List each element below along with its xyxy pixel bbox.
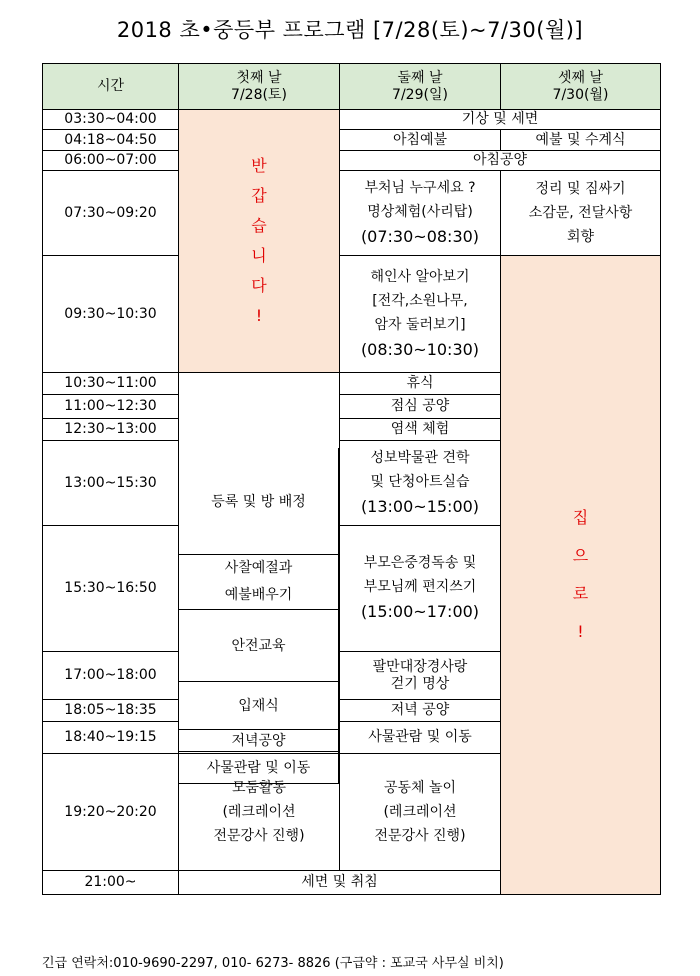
time-cell: 13:00~15:30: [43, 441, 179, 526]
palman-line: 팔만대장경사랑: [372, 659, 468, 676]
page-title: 2018 초•중등부 프로그램 [7/28(토)~7/30(월)]: [116, 18, 584, 42]
group-line: 전문강사 진행): [213, 828, 305, 845]
registration-text: 등록 및 방 배정: [211, 494, 306, 510]
time-cell: 10:30~11:00: [43, 373, 179, 395]
day1-overlay: [178, 448, 339, 887]
day2-date: 7/29(일): [392, 86, 448, 103]
etiquette-line: 사찰예절과: [224, 559, 293, 576]
community-cell: [340, 754, 501, 871]
wake-cell: 기상 및 세면: [340, 110, 661, 130]
time-cell: 18:40~19:15: [43, 722, 179, 754]
time-cell: 06:00~07:00: [43, 151, 179, 171]
day1-header: [179, 64, 340, 110]
table-row: [43, 171, 661, 256]
welcome-char: 습: [251, 216, 267, 235]
etiquette-cell: [178, 554, 339, 610]
safety-text: 안전교육: [231, 638, 286, 654]
day3-header: [501, 64, 661, 110]
table-row: [43, 151, 661, 171]
home-cell: [501, 256, 661, 895]
meditation-experience: 명상체험(사리탑): [367, 203, 473, 220]
day2-name: 둘째 날: [397, 70, 443, 87]
museum-line: 및 단청아트실습: [370, 473, 470, 490]
home-char: 로: [572, 584, 589, 603]
emergency-contact: 긴급 연락처:010-9690-2297, 010- 6273- 8826 (구급약 : 포교국 사무실 비치): [42, 956, 504, 971]
entrance-text: 입재식: [238, 698, 279, 714]
bedtime-cell: 세면 및 취침: [179, 871, 501, 895]
home-char: 집: [572, 508, 589, 527]
welcome-char: 갑: [251, 186, 267, 205]
welcome-char: 니: [251, 246, 267, 265]
time-cell: 11:00~12:30: [43, 395, 179, 419]
day1-name: 첫째 날: [236, 70, 282, 87]
time-cell: 19:20~20:20: [43, 754, 179, 871]
group-line: (레크레이션: [222, 803, 296, 820]
entrance-cell: [178, 681, 339, 730]
registration-cell: [178, 448, 339, 555]
time-cell: 04:18~04:50: [43, 130, 179, 151]
dinner-text-day1: 저녁공양: [231, 733, 286, 749]
welcome-char: 반: [251, 156, 267, 175]
lunch-cell: 점심 공양: [340, 395, 501, 419]
moving-text-day1: 사물관람 및 이동: [206, 760, 311, 776]
day1-date: 7/28(토): [231, 86, 287, 103]
meditation-time: (07:30~08:30): [360, 226, 480, 246]
museum-time: (13:00~15:00): [360, 496, 480, 516]
home-char: 으: [572, 546, 589, 565]
day2-header: [340, 64, 501, 110]
depart-item: 회향: [566, 229, 595, 246]
table-row: [43, 256, 661, 373]
moving-cell-day2: 사물관람 및 이동: [340, 722, 501, 754]
safety-cell: [178, 609, 339, 682]
table-row: [43, 130, 661, 151]
haeinsa-time: (08:30~10:30): [360, 339, 480, 359]
breakfast-cell: 아침공양: [340, 151, 661, 171]
time-cell: 03:30~04:00: [43, 110, 179, 130]
haeinsa-line: 해인사 알아보기: [370, 268, 470, 285]
day3-name: 셋째 날: [557, 70, 604, 87]
time-header: 시간: [43, 64, 179, 110]
header-row: [43, 64, 661, 110]
meditation-question: 부처님 누구세요 ?: [364, 179, 476, 196]
time-cell: 07:30~09:20: [43, 171, 179, 256]
time-cell: 17:00~18:00: [43, 652, 179, 700]
community-line: 공동체 놀이: [383, 779, 457, 796]
welcome-char: !: [255, 306, 263, 325]
dinner-cell-day1: [178, 729, 339, 752]
etiquette-line: 예불배우기: [224, 586, 293, 603]
tidy-item: 정리 및 짐싸기: [535, 180, 626, 197]
day3-date: 7/30(월): [552, 86, 609, 103]
home-char: !: [577, 622, 584, 641]
morning-service-cell: 아침예불: [340, 130, 501, 151]
service-cleanup-cell: 예불 및 수계식: [501, 130, 661, 151]
haeinsa-line: 암자 둘러보기]: [374, 316, 466, 333]
welcome-cell: [179, 110, 340, 373]
palman-cell: [340, 652, 501, 700]
time-cell: 18:05~18:35: [43, 700, 179, 722]
table-row: [43, 110, 661, 130]
time-cell: 09:30~10:30: [43, 256, 179, 373]
time-cell: 21:00~: [43, 871, 179, 895]
community-line: 전문강사 진행): [374, 828, 466, 845]
parents-time: (15:00~17:00): [360, 602, 480, 622]
time-cell: 15:30~16:50: [43, 526, 179, 652]
welcome-char: 다: [251, 276, 267, 295]
haeinsa-line: [전각,소원나무,: [372, 292, 468, 309]
community-line: (레크레이션: [383, 803, 457, 820]
museum-cell: [340, 441, 501, 526]
feedback-item: 소감문, 전달사항: [528, 204, 633, 221]
day3-morning-cell: [501, 171, 661, 256]
palman-line: 걷기 명상: [390, 675, 450, 692]
meditation-cell: [340, 171, 501, 256]
group-line: 모둠활동: [231, 779, 287, 796]
parents-line: 부모은중경독송 및: [363, 555, 477, 572]
dinner-cell-day2: 저녁 공양: [340, 700, 501, 722]
museum-line: 성보박물관 견학: [370, 449, 470, 466]
dye-cell: 염색 체험: [340, 419, 501, 441]
rest-cell: 휴식: [340, 373, 501, 395]
haeinsa-cell: [340, 256, 501, 373]
parents-line: 부모님께 편지쓰기: [363, 579, 477, 596]
moving-cell-day1: [178, 751, 339, 784]
time-cell: 12:30~13:00: [43, 419, 179, 441]
parents-cell: [340, 526, 501, 652]
schedule-table: [42, 63, 661, 895]
